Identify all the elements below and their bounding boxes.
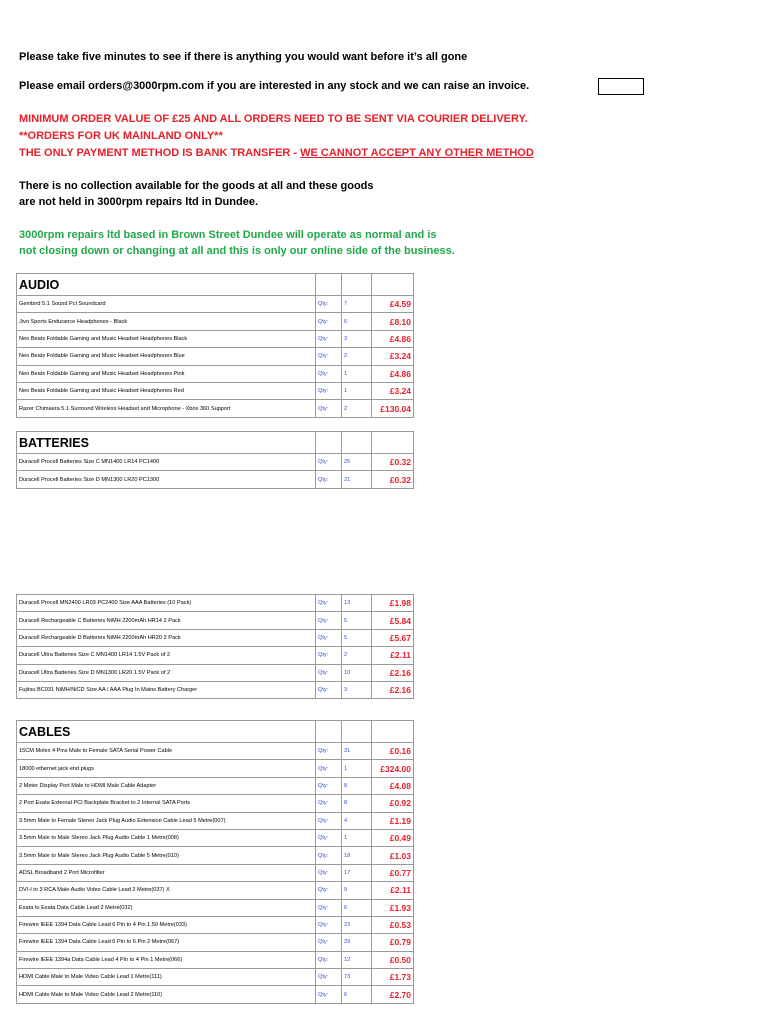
- qty-label: Qty:: [316, 829, 342, 846]
- qty-value: 12: [342, 951, 372, 968]
- product-description: Fujitsu BC031 NiMH/NiCD Size AA / AAA Plug In Mains Battery Charger: [17, 681, 316, 698]
- table-row: [17, 629, 414, 646]
- table-row: [17, 760, 414, 777]
- table-row: [17, 664, 414, 681]
- qty-label: Qty:: [316, 760, 342, 777]
- table-row: [17, 864, 414, 881]
- table-row: [17, 899, 414, 916]
- table-row: [17, 365, 414, 382]
- qty-label: Qty:: [316, 795, 342, 812]
- table-row: [17, 951, 414, 968]
- product-description: Jivo Sports Endurance Headphones - Black: [17, 313, 316, 330]
- table-row: [17, 296, 414, 313]
- product-description: Duracell Procell Batteries Size C MN1400 LR14 PC1400: [17, 454, 316, 471]
- price: £5.67: [372, 629, 414, 646]
- price: £0.49: [372, 829, 414, 846]
- cables-table: [16, 720, 414, 1004]
- qty-value: 8: [342, 795, 372, 812]
- notice-payment-underlined: WE CANNOT ACCEPT ANY OTHER METHOD: [300, 147, 534, 159]
- qty-label: Qty:: [316, 986, 342, 1003]
- qty-value: 73: [342, 969, 372, 986]
- price: £1.98: [372, 595, 414, 612]
- product-description: Firewire IEEE 1394a Data Cable Lead 4 Pin to 4 Pin 1 Metre(066): [17, 951, 316, 968]
- qty-value: 21: [342, 471, 372, 488]
- qty-label: Qty:: [316, 629, 342, 646]
- product-description: Duracell Procell MN2400 LR03 PC2400 Size AAA Batteries (10 Pack): [17, 595, 316, 612]
- qty-label: Qty:: [316, 382, 342, 399]
- qty-value: 9: [342, 882, 372, 899]
- table-row: [17, 916, 414, 933]
- qty-value: 18: [342, 847, 372, 864]
- qty-label: Qty:: [316, 330, 342, 347]
- batteries-continued-table: [16, 594, 414, 699]
- product-description: Razer Chimaera 5.1 Surround Wireless Headset and Microphone - Xbox 360 Support: [17, 400, 316, 417]
- product-description: Firewire IEEE 1394 Data Cable Lead 6 Pin to 4 Pin 1.50 Metre(033): [17, 916, 316, 933]
- green-line-1: 3000rpm repairs ltd based in Brown Street Dundee will operate as normal and is: [19, 229, 437, 241]
- header-cell: [342, 274, 372, 296]
- table-row: [17, 986, 414, 1003]
- qty-label: Qty:: [316, 934, 342, 951]
- price: £1.93: [372, 899, 414, 916]
- table-row: [17, 348, 414, 365]
- qty-label: Qty:: [316, 647, 342, 664]
- product-description: Duracell Ultra Batteries Size C MN1400 LR14 1.5V Pack of 2: [17, 647, 316, 664]
- product-description: Duracell Rechargeable D Batteries NiMH 2200mAh HR20 2 Pack: [17, 629, 316, 646]
- price: £0.32: [372, 454, 414, 471]
- table-row: [17, 969, 414, 986]
- qty-label: Qty:: [316, 664, 342, 681]
- notice-payment-prefix: THE ONLY PAYMENT METHOD IS BANK TRANSFER -: [19, 147, 301, 159]
- product-description: Duracell Rechargeable C Batteries NiMH 2200mAh HR14 2 Pack: [17, 612, 316, 629]
- table-row: [17, 382, 414, 399]
- header-cell: [316, 721, 342, 743]
- qty-label: Qty:: [316, 743, 342, 760]
- table-row: [17, 595, 414, 612]
- table-row: [17, 313, 414, 330]
- section-header-row: [17, 274, 414, 296]
- table-row: [17, 847, 414, 864]
- qty-value: 2: [342, 647, 372, 664]
- product-description: Neo Beats Foldable Gaming and Music Headset Headphones Red: [17, 382, 316, 399]
- qty-value: 1: [342, 365, 372, 382]
- audio-table: [16, 273, 414, 418]
- qty-value: 6: [342, 899, 372, 916]
- price: £0.32: [372, 471, 414, 488]
- price: £0.50: [372, 951, 414, 968]
- price: £3.24: [372, 382, 414, 399]
- product-description: Duracell Procell Batteries Size D MN1300 LR20 PC1300: [17, 471, 316, 488]
- qty-label: Qty:: [316, 812, 342, 829]
- product-description: HDMI Cable Male to Male Video Cable Lead 1 Metre(111): [17, 969, 316, 986]
- price: £4.86: [372, 365, 414, 382]
- table-row: [17, 400, 414, 417]
- qty-value: 3: [342, 330, 372, 347]
- price: £3.24: [372, 348, 414, 365]
- notice-payment: [19, 147, 534, 159]
- section-title: AUDIO: [17, 274, 316, 296]
- price: £2.16: [372, 681, 414, 698]
- qty-label: Qty:: [316, 969, 342, 986]
- green-line-2: not closing down or changing at all and this is only our online side of the business.: [19, 245, 455, 257]
- qty-value: 29: [342, 934, 372, 951]
- qty-label: Qty:: [316, 296, 342, 313]
- qty-value: 4: [342, 812, 372, 829]
- qty-label: Qty:: [316, 365, 342, 382]
- table-row: [17, 471, 414, 488]
- price: £4.08: [372, 777, 414, 794]
- qty-value: 5: [342, 612, 372, 629]
- product-description: DVI-I to 3 RCA Male Audio Video Cable Lead 2 Metre(037) X: [17, 882, 316, 899]
- qty-value: 31: [342, 743, 372, 760]
- qty-label: Qty:: [316, 400, 342, 417]
- table-row: [17, 612, 414, 629]
- product-description: 18000 ethernet jack end plugs: [17, 760, 316, 777]
- table-row: [17, 743, 414, 760]
- qty-value: 23: [342, 916, 372, 933]
- product-description: 3.5mm Male to Male Stereo Jack Plug Audio Cable 5 Metre(010): [17, 847, 316, 864]
- header-cell: [372, 721, 414, 743]
- table-row: [17, 681, 414, 698]
- qty-label: Qty:: [316, 313, 342, 330]
- section-title: BATTERIES: [17, 432, 316, 454]
- price: £1.73: [372, 969, 414, 986]
- qty-label: Qty:: [316, 882, 342, 899]
- header-cell: [372, 274, 414, 296]
- product-description: Duracell Ultra Batteries Size D MN1300 LR20 1.5V Pack of 2: [17, 664, 316, 681]
- qty-value: 7: [342, 296, 372, 313]
- section-header-row: [17, 432, 414, 454]
- product-description: Gembird 5.1 Sound Pci Soundcard: [17, 296, 316, 313]
- intro-line-2: Please email orders@3000rpm.com if you are interested in any stock and we can raise an invoice.: [19, 80, 530, 92]
- table-row: [17, 454, 414, 471]
- price: £4.59: [372, 296, 414, 313]
- qty-value: 1: [342, 760, 372, 777]
- price: £2.11: [372, 647, 414, 664]
- qty-value: 1: [342, 382, 372, 399]
- collection-line-1: There is no collection available for the goods at all and these goods: [19, 180, 374, 192]
- price: £1.03: [372, 847, 414, 864]
- qty-label: Qty:: [316, 864, 342, 881]
- price: £2.70: [372, 986, 414, 1003]
- header-cell: [316, 432, 342, 454]
- qty-value: 17: [342, 864, 372, 881]
- product-description: 3.5mm Male to Male Stereo Jack Plug Audio Cable 1 Metre(008): [17, 829, 316, 846]
- notice-uk-only: **ORDERS FOR UK MAINLAND ONLY**: [19, 130, 223, 142]
- price: £0.79: [372, 934, 414, 951]
- price: £0.16: [372, 743, 414, 760]
- qty-value: 2: [342, 348, 372, 365]
- price: £0.77: [372, 864, 414, 881]
- qty-label: Qty:: [316, 454, 342, 471]
- header-cell: [342, 432, 372, 454]
- table-row: [17, 795, 414, 812]
- table-row: [17, 647, 414, 664]
- header-cell: [372, 432, 414, 454]
- product-description: Esata to Esata Data Cable Lead 2 Metre(032): [17, 899, 316, 916]
- price: £5.84: [372, 612, 414, 629]
- price: £324.00: [372, 760, 414, 777]
- product-description: Neo Beats Foldable Gaming and Music Headset Headphones Black: [17, 330, 316, 347]
- qty-value: 6: [342, 986, 372, 1003]
- table-row: [17, 934, 414, 951]
- qty-value: 13: [342, 595, 372, 612]
- qty-label: Qty:: [316, 348, 342, 365]
- header-cell: [316, 274, 342, 296]
- section-header-row: [17, 721, 414, 743]
- qty-label: Qty:: [316, 847, 342, 864]
- qty-value: 10: [342, 664, 372, 681]
- qty-label: Qty:: [316, 471, 342, 488]
- qty-label: Qty:: [316, 612, 342, 629]
- product-description: Neo Beats Foldable Gaming and Music Headset Headphones Pink: [17, 365, 316, 382]
- table-row: [17, 882, 414, 899]
- batteries-table: [16, 431, 414, 489]
- product-description: 2 Meter Display Port Male to HDMI Male Cable Adapter: [17, 777, 316, 794]
- qty-label: Qty:: [316, 777, 342, 794]
- qty-label: Qty:: [316, 595, 342, 612]
- price: £8.10: [372, 313, 414, 330]
- table-row: [17, 812, 414, 829]
- table-row: [17, 829, 414, 846]
- price: £0.53: [372, 916, 414, 933]
- qty-label: Qty:: [316, 916, 342, 933]
- qty-value: 25: [342, 454, 372, 471]
- qty-label: Qty:: [316, 951, 342, 968]
- price: £1.19: [372, 812, 414, 829]
- qty-value: 3: [342, 681, 372, 698]
- price: £130.04: [372, 400, 414, 417]
- qty-label: Qty:: [316, 899, 342, 916]
- product-description: 2 Port Esata External PCI Backplate Bracket to 2 Internal SATA Ports: [17, 795, 316, 812]
- product-description: Neo Beats Foldable Gaming and Music Headset Headphones Blue: [17, 348, 316, 365]
- product-description: ADSL Broadband 2 Port Microfilter: [17, 864, 316, 881]
- product-description: 3.5mm Male to Female Stereo Jack Plug Audio Extension Cable Lead 5 Metre(007): [17, 812, 316, 829]
- table-row: [17, 777, 414, 794]
- price: £2.16: [372, 664, 414, 681]
- product-description: HDMI Cable Male to Male Video Cable Lead 2 Metre(110): [17, 986, 316, 1003]
- qty-value: 8: [342, 777, 372, 794]
- empty-box: [598, 78, 644, 95]
- section-title: CABLES: [17, 721, 316, 743]
- intro-line-1: Please take five minutes to see if there is anything you would want before it’s all gone: [19, 51, 468, 63]
- notice-minimum-order: MINIMUM ORDER VALUE OF £25 AND ALL ORDERS NEED TO BE SENT VIA COURIER DELIVERY.: [19, 113, 528, 125]
- qty-value: 1: [342, 829, 372, 846]
- qty-value: 2: [342, 400, 372, 417]
- product-description: 15CM Molex 4 Pins Male to Female SATA Serial Power Cable: [17, 743, 316, 760]
- collection-line-2: are not held in 3000rpm repairs ltd in Dundee.: [19, 196, 259, 208]
- product-description: Firewire IEEE 1394 Data Cable Lead 6 Pin to 6 Pin 2 Metre(067): [17, 934, 316, 951]
- table-row: [17, 330, 414, 347]
- price: £4.86: [372, 330, 414, 347]
- qty-value: 5: [342, 629, 372, 646]
- qty-label: Qty:: [316, 681, 342, 698]
- price: £0.92: [372, 795, 414, 812]
- qty-value: 6: [342, 313, 372, 330]
- header-cell: [342, 721, 372, 743]
- price: £2.11: [372, 882, 414, 899]
